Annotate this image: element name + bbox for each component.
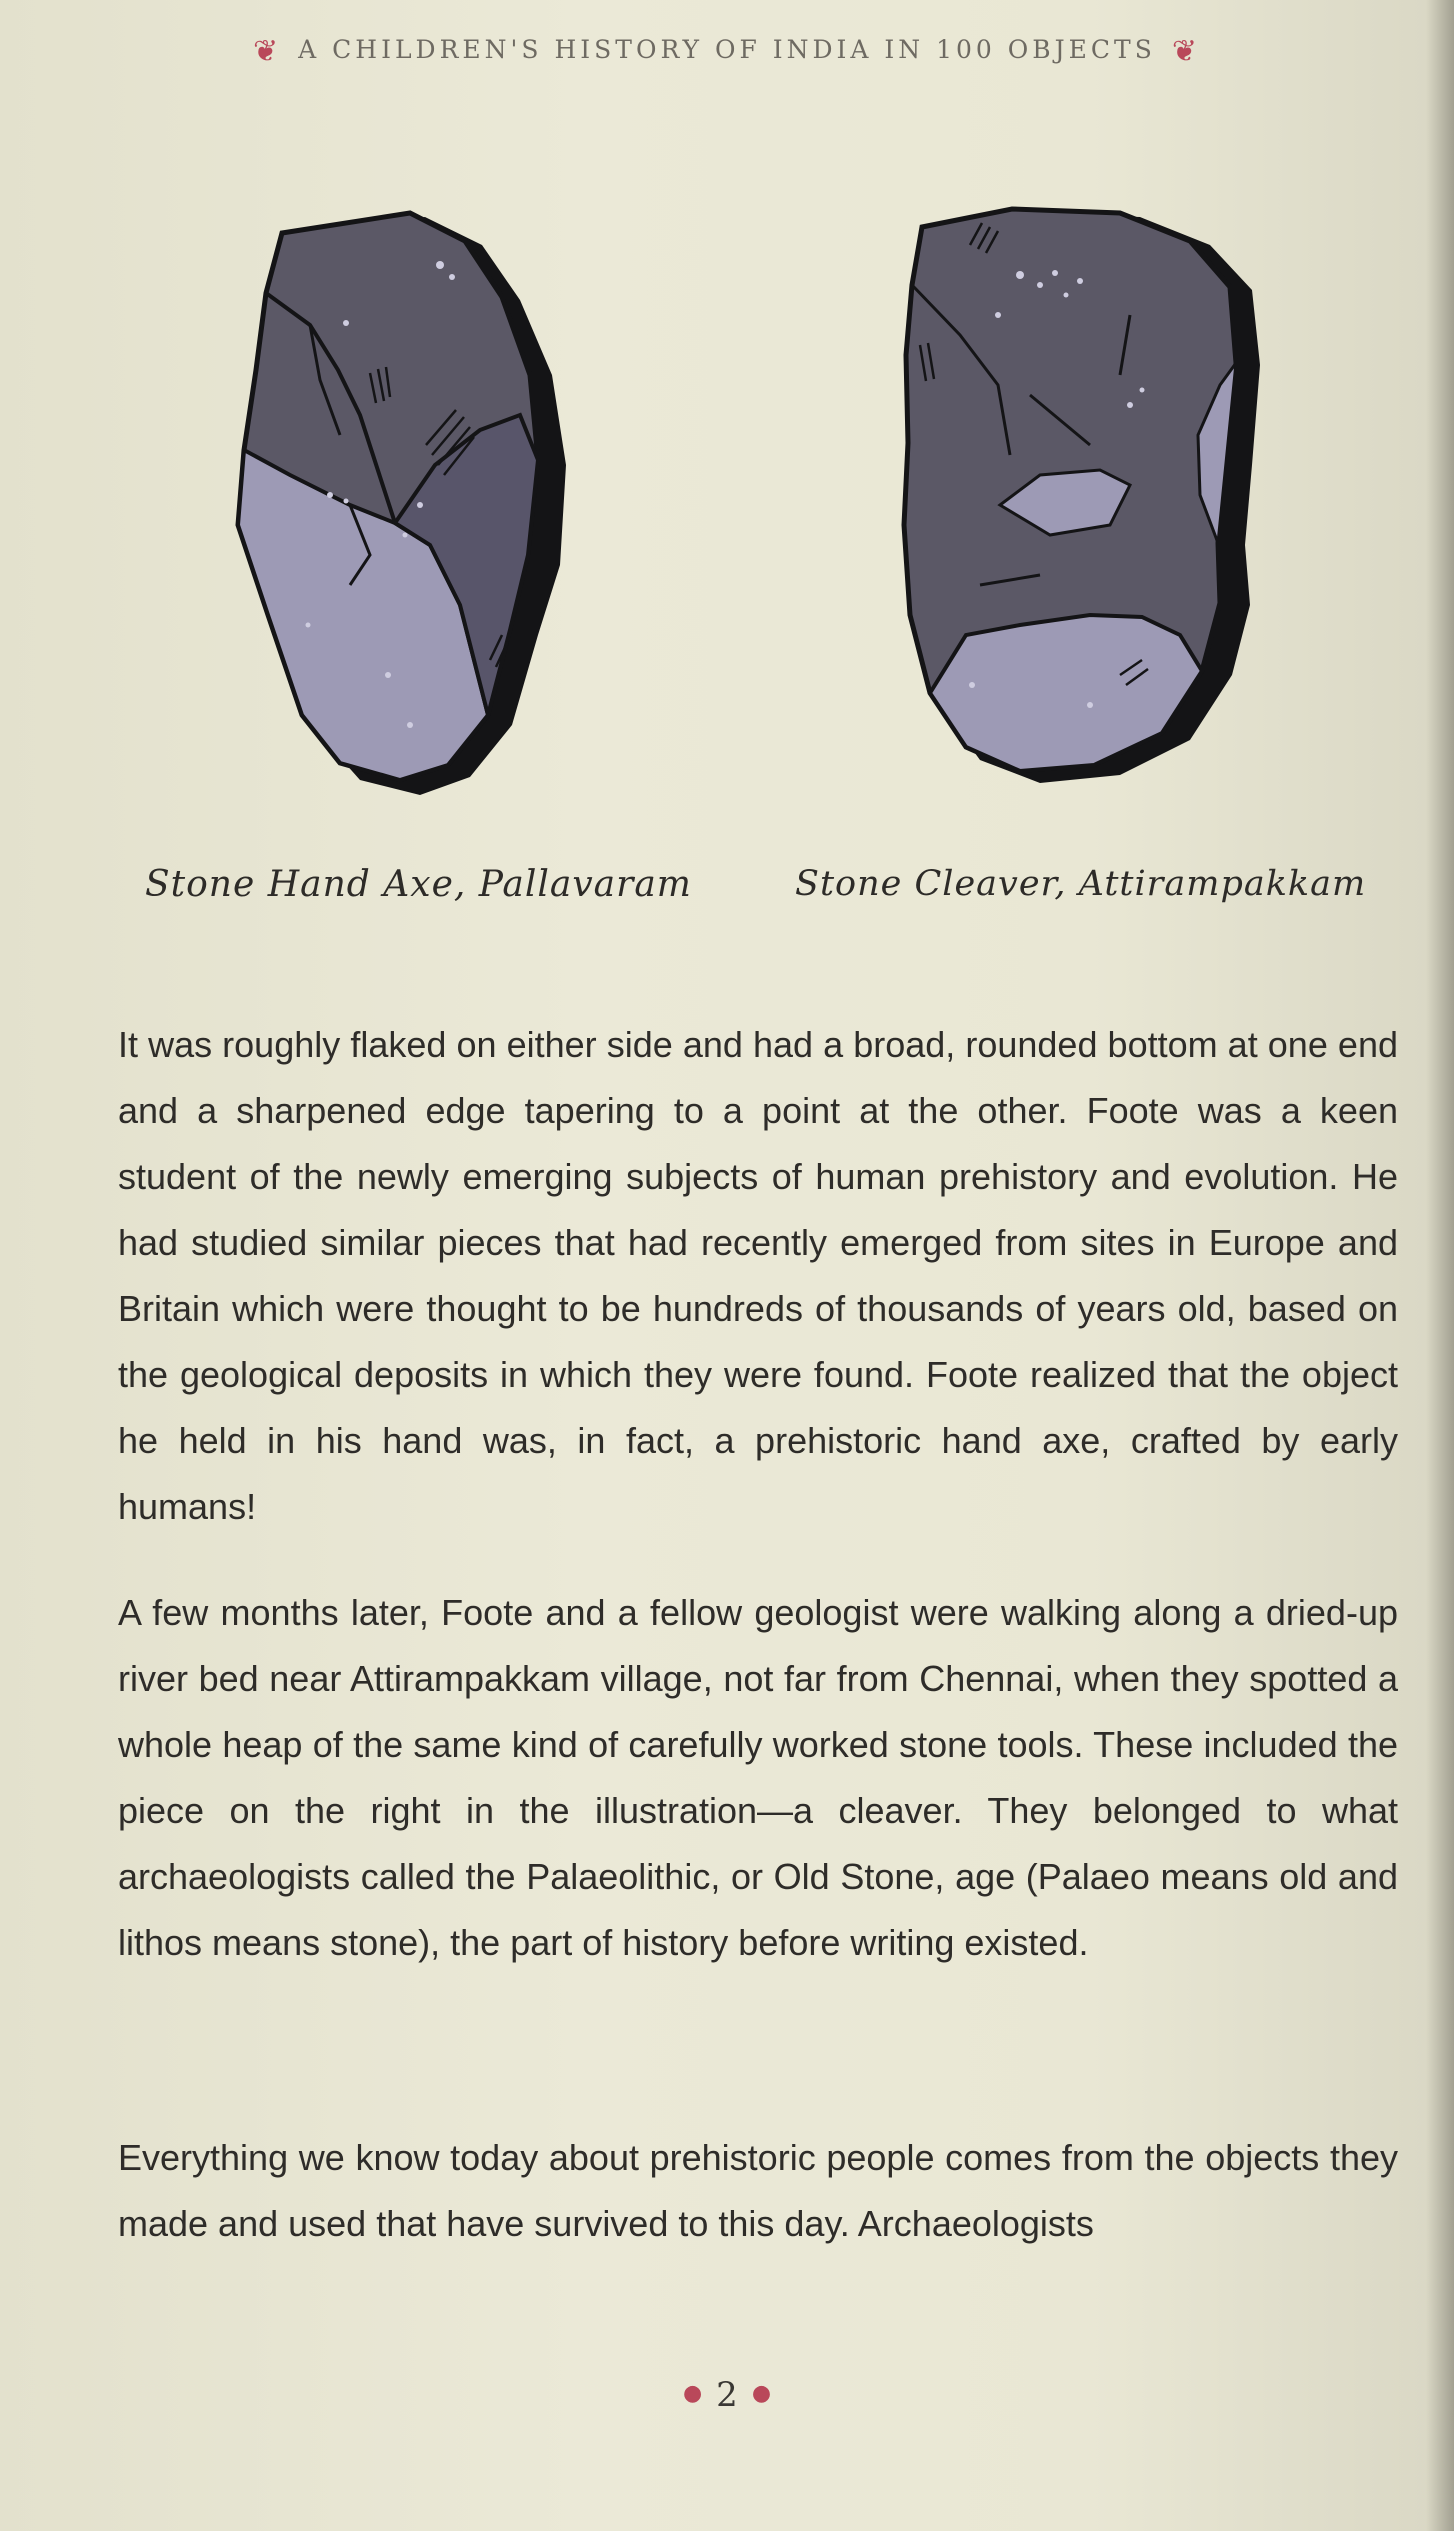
caption-hand-axe: Stone Hand Axe, Pallavaram bbox=[145, 864, 692, 905]
stone-cleaver-icon bbox=[880, 205, 1300, 805]
paragraph: Everything we know today about prehistoric people comes from the objects they made and used that have survived to this day. Archaeologists bbox=[118, 2137, 1398, 2244]
paragraph: A few months later, Foote and a fellow geologist were walking along a dried-up river bed near Attirampakkam village, not far from Chennai, when they spotted a whole heap of the same kind of carefully worked stone tools. These included the piece on the right in the illustration—a cleaver. They belonged to what archaeologists called the Palaeolithic, or Old Stone, age (Palaeo means old and lithos means stone), the part of history before writing existed. bbox=[118, 1592, 1398, 1963]
ornament-right-icon: ❦ bbox=[1171, 34, 1201, 69]
folio-dot-icon: ● bbox=[682, 2381, 703, 2406]
stone-hand-axe-icon bbox=[220, 205, 640, 825]
page-number-value: 2 bbox=[716, 2375, 738, 2415]
page-number bbox=[0, 2375, 1454, 2415]
folio-dot-icon: ● bbox=[751, 2381, 772, 2406]
paragraph: It was roughly flaked on either side and had a broad, rounded bottom at one end and a sharpened edge tapering to a point at the other. Foote was a keen student of the newly emerging subjects of human prehistory and evolution. He had studied similar pieces that had recently emerged from sites in Europe and Britain which were thought to be hundreds of thousands of years old, based on the geological deposits in which they were found. Foote realized that the object he held in his hand was, in fact, a prehistoric hand axe, crafted by early humans! bbox=[118, 1024, 1398, 1527]
running-header bbox=[0, 34, 1454, 69]
page-edge-shadow bbox=[1426, 0, 1454, 2531]
ornament-left-icon: ❦ bbox=[253, 34, 283, 69]
running-header-title: A CHILDREN'S HISTORY OF INDIA IN 100 OBJECTS bbox=[298, 35, 1156, 64]
caption-cleaver: Stone Cleaver, Attirampakkam bbox=[795, 864, 1367, 904]
